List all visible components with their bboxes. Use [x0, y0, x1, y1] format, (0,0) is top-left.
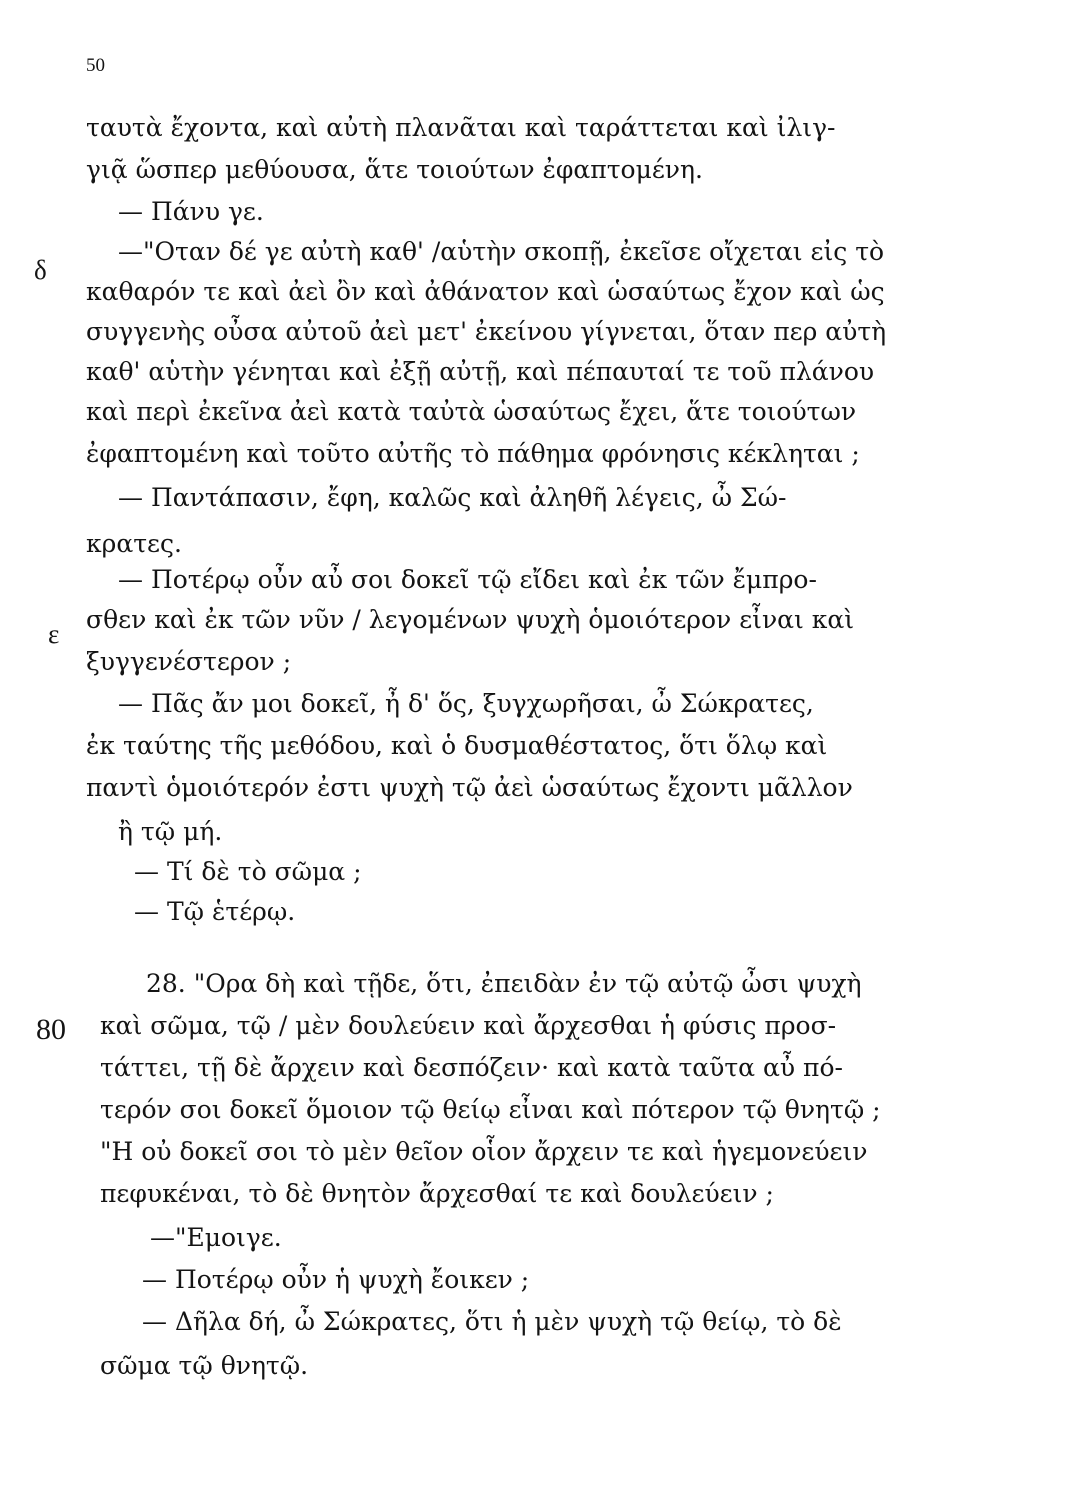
text-line: — Δῆλα δή, ὦ Σώκρατες, ὅτι ἡ μὲν ψυχὴ τῷ θείῳ, τὸ δὲ [142, 1307, 842, 1336]
text-line: ἐφαπτομένη καὶ τοῦτο αὐτῆς τὸ πάθημα φρόνησις κέκληται ; [86, 439, 860, 468]
text-line: σῶμα τῷ θνητῷ. [100, 1351, 309, 1380]
text-line: "Η οὐ δοκεῖ σοι τὸ μὲν θεῖον οἷον ἄρχειν τε καὶ ἡγεμονεύειν [100, 1137, 868, 1166]
text-line: παντὶ ὁμοιότερόν ἐστι ψυχὴ τῷ ἀεὶ ὡσαύτως ἔχοντι μᾶλλον [86, 773, 853, 802]
text-line: συγγενὴς οὖσα αὐτοῦ ἀεὶ μετ' ἐκείνου γίγνεται, ὅταν περ αὐτὴ [86, 317, 887, 346]
text-line: καὶ σῶμα, τῷ / μὲν δουλεύειν καὶ ἄρχεσθαι ἡ φύσις προσ- [100, 1011, 837, 1040]
text-line: — Τί δὲ τὸ σῶμα ; [134, 857, 362, 886]
text-line: ξυγγενέστερον ; [86, 647, 292, 676]
text-line: καθ' αὑτὴν γένηται καὶ ἐξῇ αὐτῇ, καὶ πέπαυταί τε τοῦ πλάνου [86, 357, 875, 386]
text-line: σθεν καὶ ἐκ τῶν νῦν / λεγομένων ψυχὴ ὁμοιότερον εἶναι καὶ [86, 605, 855, 634]
margin-stephanus-80: 80 [36, 1013, 66, 1046]
page-number: 50 [86, 55, 105, 76]
margin-section-epsilon: ε [48, 619, 60, 649]
text-line: 28. "Ορα δὴ καὶ τῇδε, ὅτι, ἐπειδὰν ἐν τῷ αὐτῷ ὦσι ψυχὴ [146, 969, 862, 998]
text-line: ἢ τῷ μή. [118, 817, 223, 846]
text-line: πεφυκέναι, τὸ δὲ θνητὸν ἄρχεσθαί τε καὶ δουλεύειν ; [100, 1179, 774, 1208]
text-line: —"Οταν δέ γε αὐτὴ καθ' /αὑτὴν σκοπῇ, ἐκεῖσε οἴχεται εἰς τὸ [118, 237, 885, 266]
text-line: — Πᾶς ἄν μοι δοκεῖ, ἦ δ' ὅς, ξυγχωρῆσαι, ὦ Σώκρατες, [118, 689, 814, 718]
text-line: ταυτὰ ἔχοντα, καὶ αὐτὴ πλανᾶται καὶ ταράττεται καὶ ἰλιγ- [86, 113, 836, 142]
text-line: γιᾷ ὥσπερ μεθύουσα, ἅτε τοιούτων ἐφαπτομένη. [86, 155, 703, 184]
text-line: καθαρόν τε καὶ ἀεὶ ὂν καὶ ἀθάνατον καὶ ὡσαύτως ἔχον καὶ ὡς [86, 277, 885, 306]
text-line: — Παντάπασιν, ἔφη, καλῶς καὶ ἀληθῆ λέγεις, ὦ Σώ- [118, 483, 787, 512]
text-line: ἐκ ταύτης τῆς μεθόδου, καὶ ὁ δυσμαθέστατος, ὅτι ὅλῳ καὶ [86, 731, 828, 760]
text-line: τερόν σοι δοκεῖ ὅμοιον τῷ θείῳ εἶναι καὶ πότερον τῷ θνητῷ ; [100, 1095, 881, 1124]
margin-section-delta: δ [34, 255, 47, 285]
text-line: — Τῷ ἑτέρῳ. [134, 897, 296, 926]
text-line: — Ποτέρῳ οὖν αὖ σοι δοκεῖ τῷ εἴδει καὶ ἐκ τῶν ἔμπρο- [118, 565, 817, 594]
text-line: καὶ περὶ ἐκεῖνα ἀεὶ κατὰ ταὐτὰ ὡσαύτως ἔχει, ἅτε τοιούτων [86, 397, 857, 426]
text-line: — Ποτέρῳ οὖν ἡ ψυχὴ ἔοικεν ; [142, 1265, 530, 1294]
text-line: — Πάνυ γε. [118, 197, 264, 226]
text-line: τάττει, τῇ δὲ ἄρχειν καὶ δεσπόζειν· καὶ κατὰ ταῦτα αὖ πό- [100, 1053, 843, 1082]
text-line: —"Εμοιγε. [150, 1223, 282, 1252]
text-line: κρατες. [86, 529, 182, 558]
